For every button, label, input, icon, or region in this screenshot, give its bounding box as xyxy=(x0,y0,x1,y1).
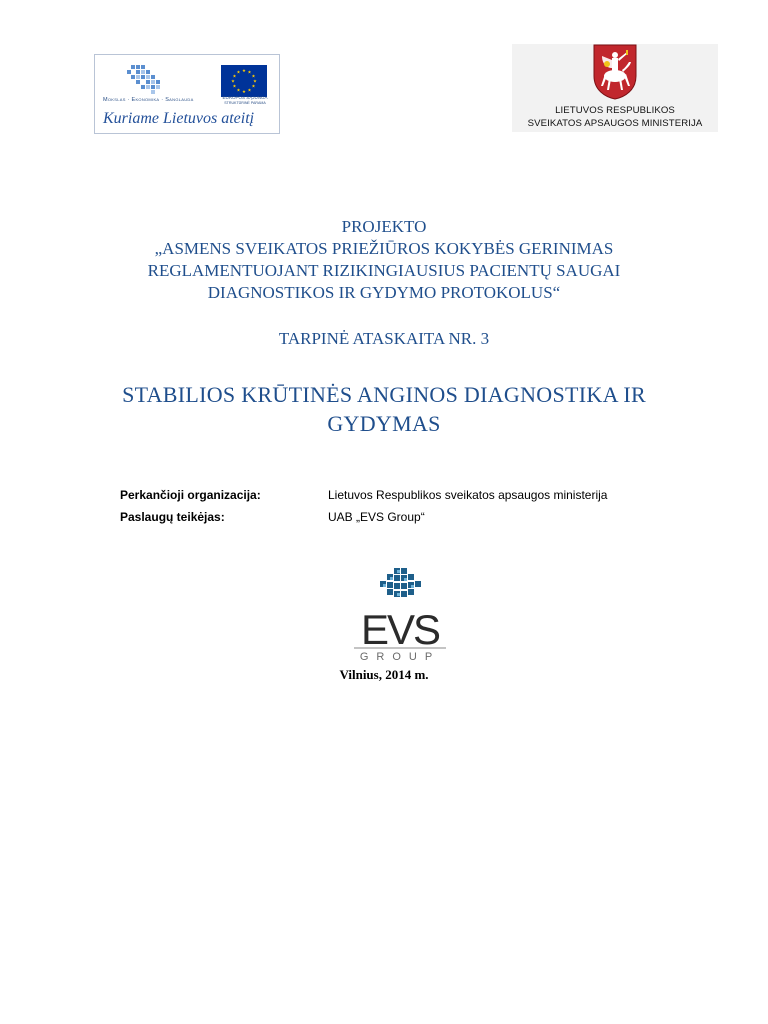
svg-text:★: ★ xyxy=(232,84,237,90)
eu-label-line-1: EUROPOS SĄJUNGA xyxy=(222,95,268,100)
svg-text:★: ★ xyxy=(251,84,256,90)
svg-text:★: ★ xyxy=(242,90,246,95)
project-line-3: REGLAMENTUOJANT RIZIKINGIAUSIUS PACIENTŲ SAUGAI xyxy=(147,261,621,280)
info-value: UAB „EVS Group“ xyxy=(328,510,425,524)
ministry-line-1: LIETUVOS RESPUBLIKOS xyxy=(555,105,675,116)
ministry-logo xyxy=(512,44,718,132)
partners-text: Mokslas · Ekonomika · Sanglauda xyxy=(103,97,194,103)
info-label: Paslaugų teikėjas: xyxy=(120,510,225,524)
project-line-4: DIAGNOSTIKOS IR GYDYMO PROTOKOLUS“ xyxy=(207,283,561,302)
mosaic-cubes-icon xyxy=(125,63,165,95)
place-date: Vilnius, 2014 m. xyxy=(339,667,429,682)
svg-text:★: ★ xyxy=(242,69,246,74)
info-label: Perkančioji organizacija: xyxy=(120,488,261,502)
main-title xyxy=(0,380,768,438)
svg-text:★: ★ xyxy=(232,74,237,80)
svg-text:★: ★ xyxy=(251,74,256,80)
eu-flag-icon xyxy=(221,65,267,97)
slogan-text: Kuriame Lietuvos ateitį xyxy=(103,110,255,127)
evs-group-text: GROUP xyxy=(359,651,441,663)
project-line-2: „ASMENS SVEIKATOS PRIEŽIŪROS KOKYBĖS GERINIMAS xyxy=(154,239,614,258)
main-title-line-1: STABILIOS KRŪTINĖS ANGINOS DIAGNOSTIKA IR xyxy=(122,382,646,407)
coat-of-arms-icon xyxy=(593,44,637,100)
evs-brand-text: EVS xyxy=(360,606,440,653)
eu-label-line-2: STRUKTŪRINĖ PARAMA xyxy=(224,100,266,105)
evs-group-logo xyxy=(348,566,452,664)
svg-text:★: ★ xyxy=(247,88,252,94)
eu-funds-logo xyxy=(94,54,280,134)
svg-text:★: ★ xyxy=(231,79,235,85)
svg-text:★: ★ xyxy=(236,70,241,76)
project-title xyxy=(0,216,768,304)
svg-text:★: ★ xyxy=(247,70,252,76)
cube-cluster-icon xyxy=(380,568,421,597)
project-line-1: PROJEKTO xyxy=(341,217,427,236)
report-title: TARPINĖ ATASKAITA NR. 3 xyxy=(278,329,490,348)
svg-text:★: ★ xyxy=(236,88,241,94)
eu-label xyxy=(217,96,273,105)
ministry-line-2: SVEIKATOS APSAUGOS MINISTERIJA xyxy=(527,118,703,129)
info-value: Lietuvos Respublikos sveikatos apsaugos ministerija xyxy=(328,488,608,502)
svg-text:★: ★ xyxy=(253,79,257,85)
main-title-line-2: GYDYMAS xyxy=(327,411,441,436)
